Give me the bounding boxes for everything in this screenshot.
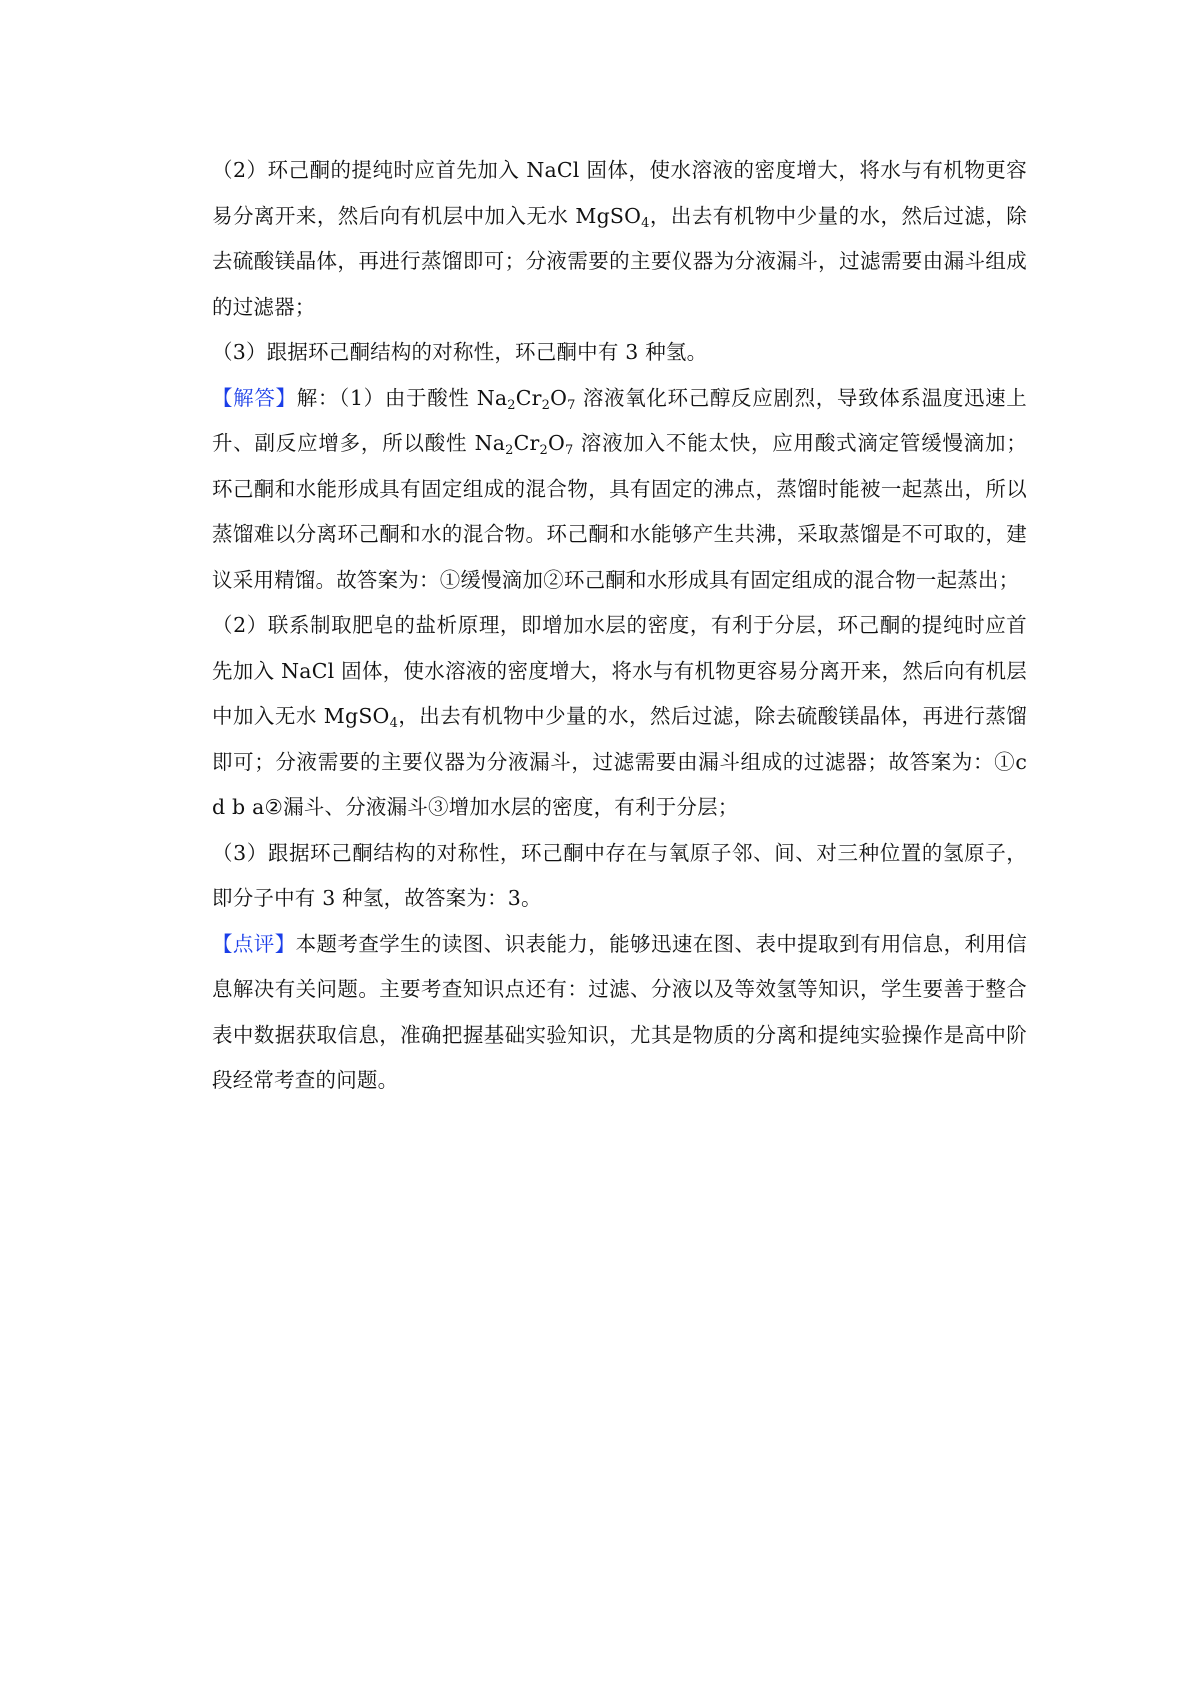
answer-content: [212, 148, 1027, 1104]
analysis-p2-text-a: （2）环己酮的提纯时应首先加入 NaCl 固体，使水溶液的密度增大，将水与有机物更容易分离开来，然后向有机层中加入无水 MgSO: [212, 158, 1027, 228]
subscript: 2: [541, 397, 551, 413]
answer-p1-text-a: 解：（1）由于酸性 Na: [296, 385, 508, 410]
subscript: 7: [565, 443, 574, 458]
answer-header: 【解答】: [212, 385, 297, 410]
subscript: 4: [389, 716, 399, 731]
answer-p1-text-g: 溶液加入不能太快，应用酸式滴定管缓慢滴加；环己酮和水能形成具有固定组成的混合物，具有固定的沸点，蒸馏时能被一起蒸出，所以蒸馏难以分离环己酮和水的混合物。环己酮和水能够产生共沸，采取蒸馏是不可取的，建议采用精馏。故答案为：①缓慢滴加②环己酮和水形成具有固定组成的混合物一起蒸出；: [212, 431, 1027, 592]
answer-paragraph-3: （3）跟据环己酮结构的对称性，环己酮中存在与氧原子邻、间、对三种位置的氢原子，即分子中有 3 种氢，故答案为：3。: [212, 840, 1027, 910]
subscript: 4: [641, 215, 650, 231]
comment-paragraph: [212, 922, 1027, 1104]
answer-p1-text-d: 溶液氧化环己醇反应剧烈，导致体系温度迅速上升、副反应增多，所以酸性 Na: [212, 385, 1027, 455]
subscript: 7: [567, 397, 576, 413]
analysis-paragraph-3: （3）跟据环己酮结构的对称性，环己酮中有 3 种氢。: [212, 340, 708, 364]
answer-p1-text-f: O: [548, 431, 566, 455]
subscript: 2: [505, 443, 514, 458]
answer-p2-text-a: （2）联系制取肥皂的盐析原理，即增加水层的密度，有利于分层，环己酮的提纯时应首先加入 NaCl 固体，使水溶液的密度增大，将水与有机物更容易分离开来，然后向有机层中加入无水 MgSO: [212, 613, 1027, 728]
subscript: 2: [539, 443, 549, 458]
answer-p2-text-b: ，出去有机物中少量的水，然后过滤，除去硫酸镁晶体，再进行蒸馏即可；分液需要的主要仪器为分液漏斗，过滤需要由漏斗组成的过滤器；故答案为：①c d b a②漏斗、分液漏斗③增加水层的密度，有利于分层；: [212, 704, 1028, 819]
answer-p1-text-e: Cr: [513, 431, 540, 455]
answer-p1-text-c: O: [550, 385, 568, 410]
answer-paragraph-1: [212, 376, 1027, 604]
comment-text: 本题考查学生的读图、识表能力，能够迅速在图、表中提取到有用信息，利用信息解决有关问题。主要考查知识点还有：过滤、分液以及等效氢等知识，学生要善于整合表中数据获取信息，准确把握基础实验知识，尤其是物质的分离和提纯实验操作是高中阶段经常考查的问题。: [212, 931, 1027, 1092]
analysis-paragraph-2: [212, 148, 1027, 330]
answer-p1-text-b: Cr: [515, 385, 542, 410]
subscript: 2: [507, 397, 516, 413]
answer-paragraph-2: [212, 603, 1027, 831]
comment-header: 【点评】: [212, 931, 296, 956]
analysis-p2-text-b: ，出去有机物中少量的水，然后过滤，除去硫酸镁晶体，再进行蒸馏即可；分液需要的主要仪器为分液漏斗，过滤需要由漏斗组成的过滤器；: [212, 203, 1027, 319]
